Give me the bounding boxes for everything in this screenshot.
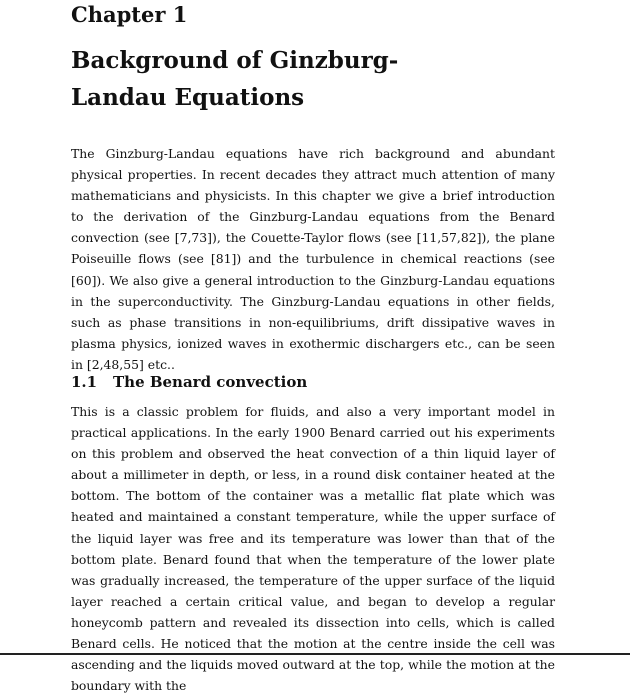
chapter-title: Background of Ginzburg-Landau Equations (71, 47, 399, 111)
section-paragraph: This is a classic problem for fluids, and also a very important model in practical applications. In the early 1900 Benard carried out his experiments on this problem and observed the heat convection of a thin liquid layer of about a millimeter in depth, or less, in a round disk container heated at the bottom. The bottom of the container was a metallic flat plate which was heated and maintained a constant temperature, while the upper surface of the liquid layer was free and its temperature was lower than that of the bottom plate. Benard found that when the temperature of the lower plate was gradually increased, the temperature of the upper surface of the liquid layer reached a certain critical value, and began to develop a regular honeycomb pattern and revealed its dissection into cells, which is called Benard cells. He noticed that the motion at the centre inside the cell was ascending and the liquids moved outward at the top, while the motion at the boundary with the (71, 404, 555, 694)
chapter-label: Chapter 1 (71, 2, 188, 27)
section-title: The Benard convection (113, 373, 308, 391)
intro-paragraph: The Ginzburg-Landau equations have rich background and abundant physical properties. In recent decades they attract much attention of many mathematicians and physicists. In this chapter we give a brief introduction to the derivation of the Ginzburg-Landau equations from the Benard convection (see [7,73]), the Couette-Taylor flows (see [11,57,82]), the plane Poiseuille flows (see [81]) and the turbulence in chemical reactions (see [60]). We also give a general introduction to the Ginzburg-Landau equations in the superconductivity. The Ginzburg-Landau equations in other fields, such as phase transitions in non-equilibriums, drift dissipative waves in plasma physics, ionized waves in exothermic dischargers etc., can be seen in [2,48,55] etc.. (71, 146, 555, 372)
section-number: 1.1 (71, 373, 98, 391)
page-bottom-divider (0, 653, 630, 655)
section-heading (71, 373, 307, 391)
